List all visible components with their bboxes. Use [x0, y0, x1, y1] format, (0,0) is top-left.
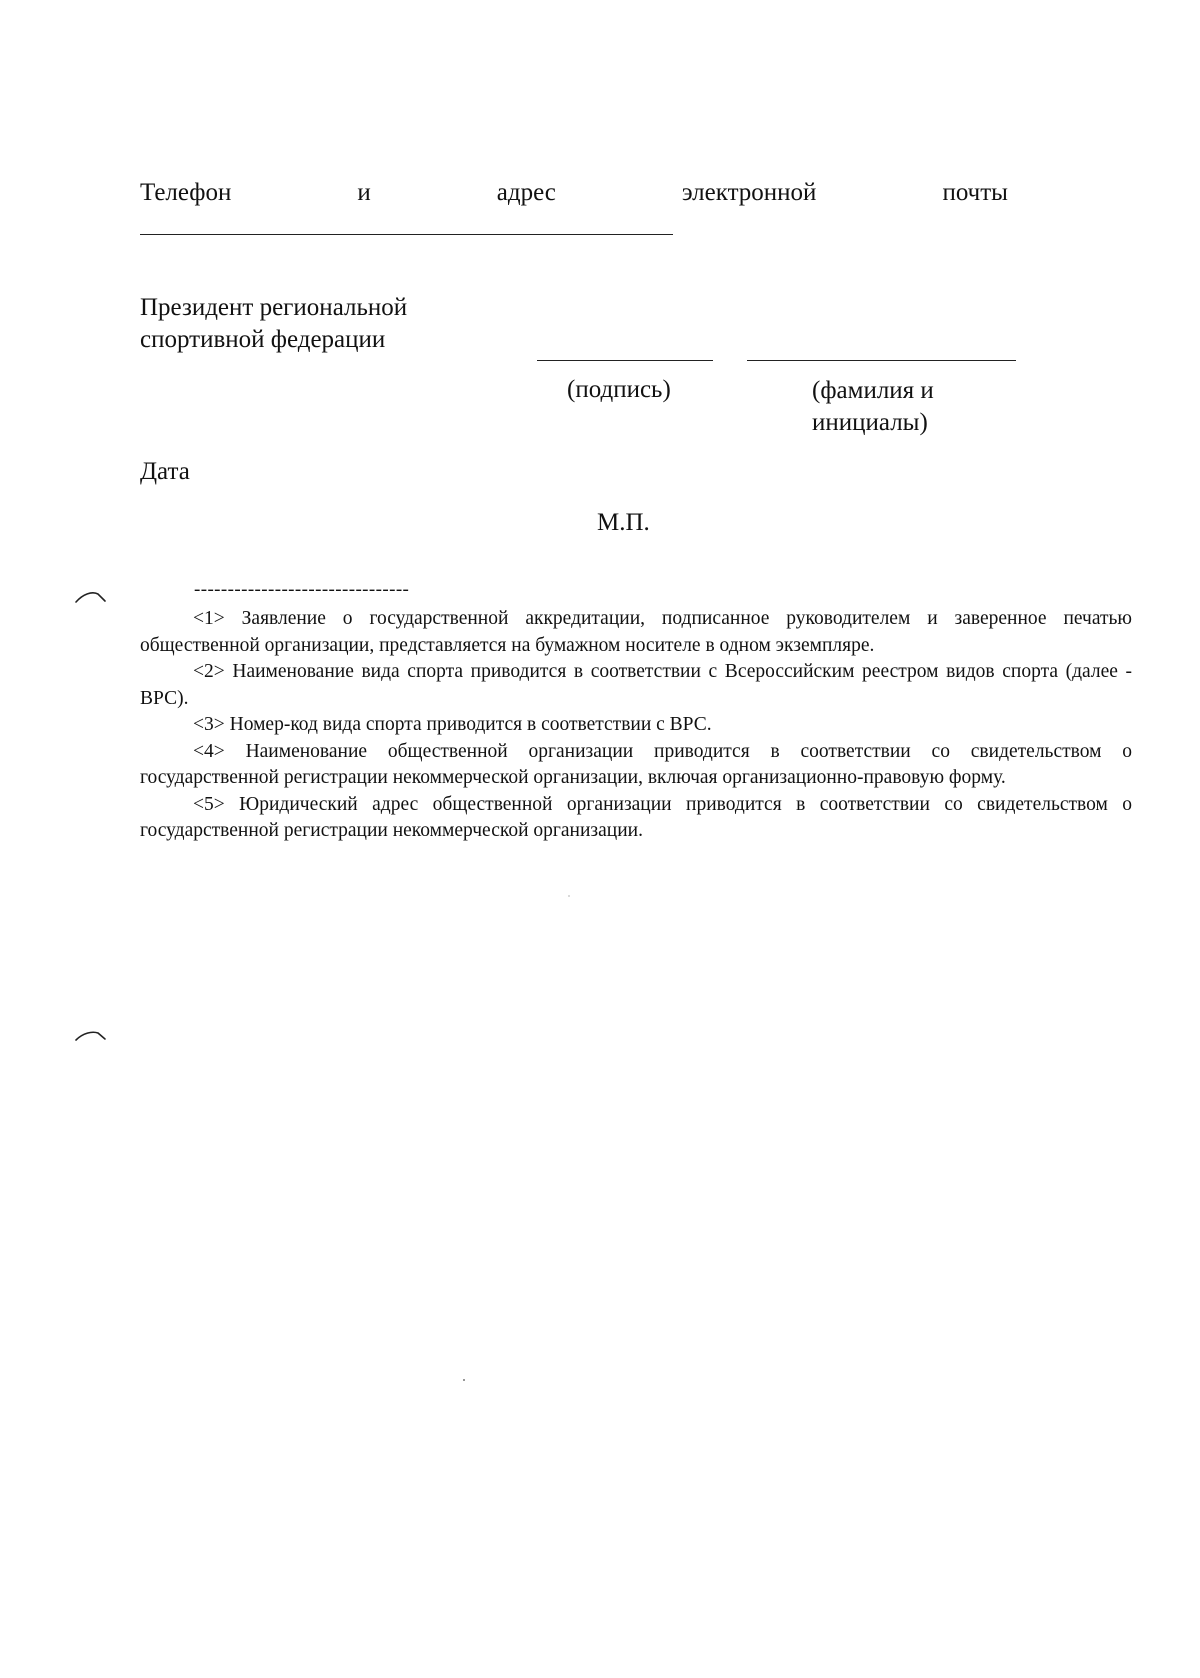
- scan-artifact-dot: [568, 895, 570, 897]
- signature-line: [537, 360, 713, 361]
- scan-artifact-dot: [463, 1379, 465, 1381]
- footnotes: [140, 606, 1132, 845]
- footnote-separator: --------------------------------: [194, 579, 410, 600]
- footnote-5: <5> Юридический адрес общественной организации приводится в соответствии со свидетельством о государственной регистрации некоммерческой организации.: [140, 793, 1132, 841]
- scan-artifact-mark: [74, 588, 108, 606]
- name-caption-line1: (фамилия и: [812, 377, 934, 404]
- signature-caption: (подпись): [567, 376, 671, 403]
- footnote-1: <1> Заявление о государственной аккредитации, подписанное руководителем и заверенное печатью общественной организации, представляется на бумажном носителе в одном экземпляре.: [140, 608, 1132, 656]
- electronic-word: электронной: [681, 179, 817, 206]
- footnote-4: <4> Наименование общественной организации приводится в соответствии со свидетельством о государственной регистрации некоммерческой организации, включая организационно-правовую форму.: [140, 740, 1132, 788]
- and-word: и: [357, 179, 371, 206]
- footnote-3: <3> Номер-код вида спорта приводится в соответствии с ВРС.: [193, 714, 712, 735]
- president-title: [140, 292, 407, 356]
- phone-email-label: [140, 180, 1008, 205]
- phone-email-underline: [140, 234, 673, 235]
- mail-word: почты: [942, 179, 1008, 206]
- date-label: Дата: [140, 458, 190, 485]
- president-title-line1: Президент региональной: [140, 294, 408, 321]
- name-caption-line2: инициалы): [812, 409, 928, 436]
- address-word: адрес: [496, 179, 556, 206]
- phone-word: Телефон: [140, 179, 232, 206]
- president-title-line2: спортивной федерации: [140, 326, 386, 353]
- name-caption: [812, 375, 934, 439]
- stamp-label: М.П.: [597, 509, 650, 536]
- scan-artifact-mark: [74, 1027, 108, 1045]
- name-line: [747, 360, 1016, 361]
- footnote-2: <2> Наименование вида спорта приводится в соответствии с Всероссийским реестром видов спорта (далее - ВРС).: [140, 661, 1132, 709]
